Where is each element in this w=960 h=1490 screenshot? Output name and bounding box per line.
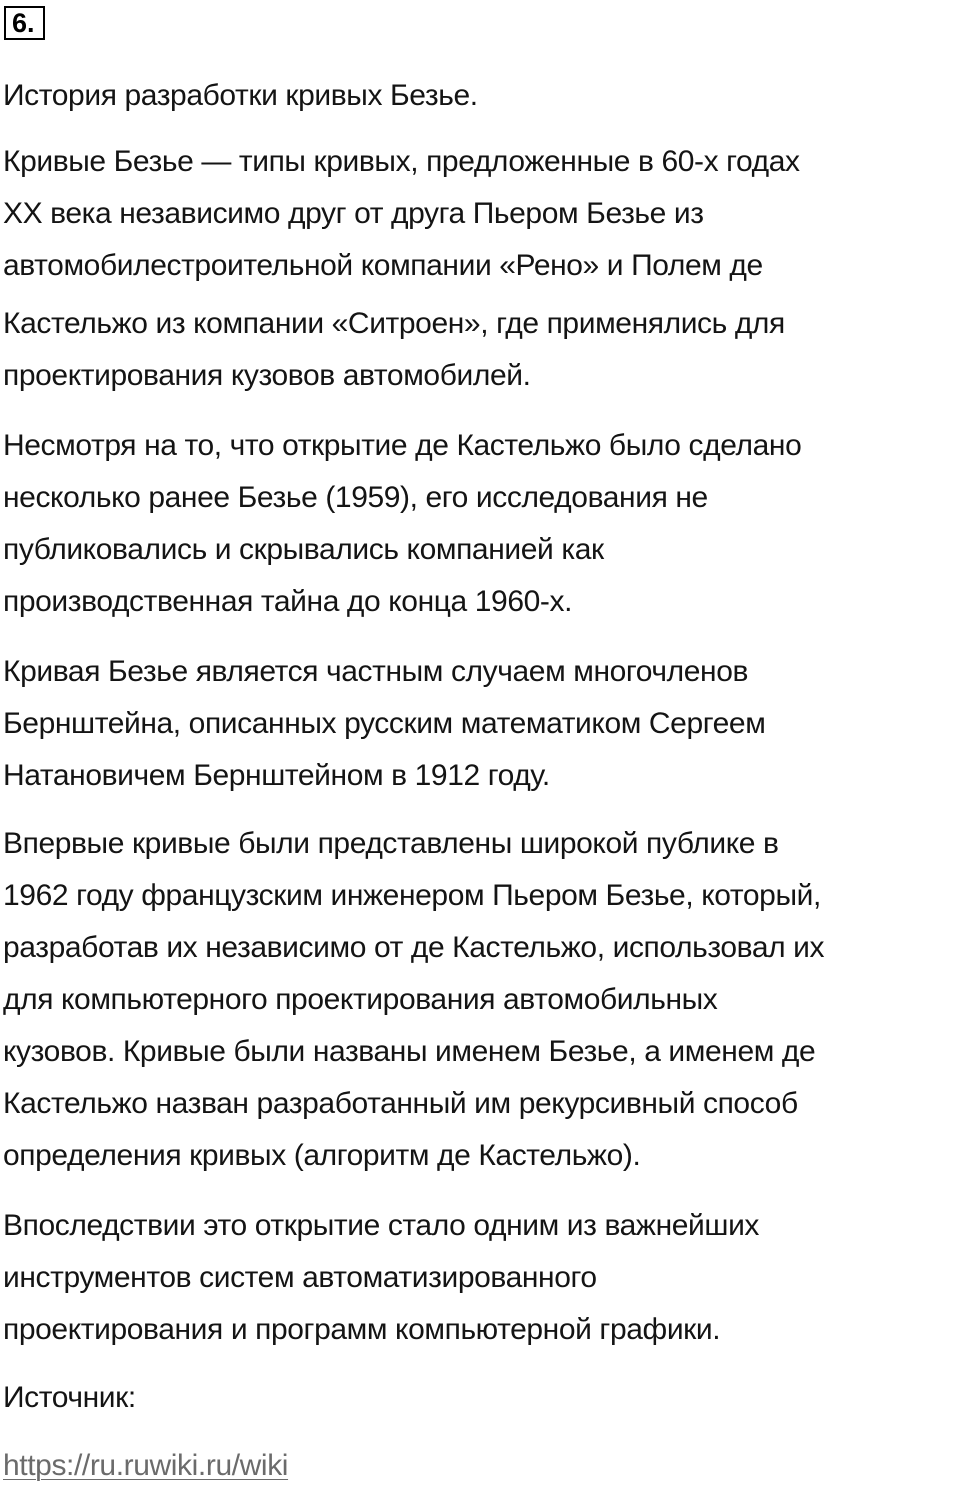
paragraph-line: публиковались и скрывались компанией как [3,533,604,566]
paragraph-4 [3,818,958,1182]
paragraph-line: Кривая Безье является частным случаем многочленов [3,655,749,688]
paragraph-line: кузовов. Кривые были названы именем Безье, а именем де [3,1035,816,1068]
paragraph-line: определения кривых (алгоритм де Кастельжо). [3,1139,641,1172]
paragraph-line: Натановичем Бернштейном в 1912 году. [3,759,550,792]
paragraph-line: разработав их независимо от де Кастельжо, использовал их [3,931,825,964]
paragraph-line: проектирования кузовов автомобилей. [3,359,531,392]
paragraph-line: Бернштейна, описанных русским математиком Сергеем [3,707,766,740]
paragraph-2 [3,420,958,628]
paragraph-line: Несмотря на то, что открытие де Кастельжо было сделано [3,429,802,462]
paragraph-line: инструментов систем автоматизированного [3,1261,597,1294]
paragraph-line: Кривые Безье — типы кривых, предложенные в 60-х годах [3,145,800,178]
paragraph-line: Впоследствии это открытие стало одним из важнейших [3,1209,760,1242]
paragraph-line: 1962 году французским инженером Пьером Безье, который, [3,879,821,912]
paragraph-line: XX века независимо друг от друга Пьером Безье из [3,197,704,230]
paragraph-5 [3,1200,958,1356]
paragraph-1 [3,136,958,402]
paragraph-line: Впервые кривые были представлены широкой публике в [3,827,779,860]
source-link[interactable]: https://ru.ruwiki.ru/wiki [3,1449,289,1482]
paragraph-line: Кастельжо назван разработанный им рекурсивный способ [3,1087,798,1120]
paragraph-line: производственная тайна до конца 1960-х. [3,585,573,618]
paragraph-line: автомобилестроительной компании «Рено» и Полем де [3,249,763,282]
paragraph-line: несколько ранее Безье (1959), его исследования не [3,481,708,514]
paragraph-3 [3,646,958,802]
paragraph-line: для компьютерного проектирования автомобильных [3,983,718,1016]
source-label: Источник: [3,1381,136,1414]
paragraph-line: Кастельжо из компании «Ситроен», где применялись для [3,307,785,340]
task-number-box: 6. [4,6,45,40]
document-title: История разработки кривых Безье. [3,79,478,112]
paragraph-line: проектирования и программ компьютерной графики. [3,1313,721,1346]
